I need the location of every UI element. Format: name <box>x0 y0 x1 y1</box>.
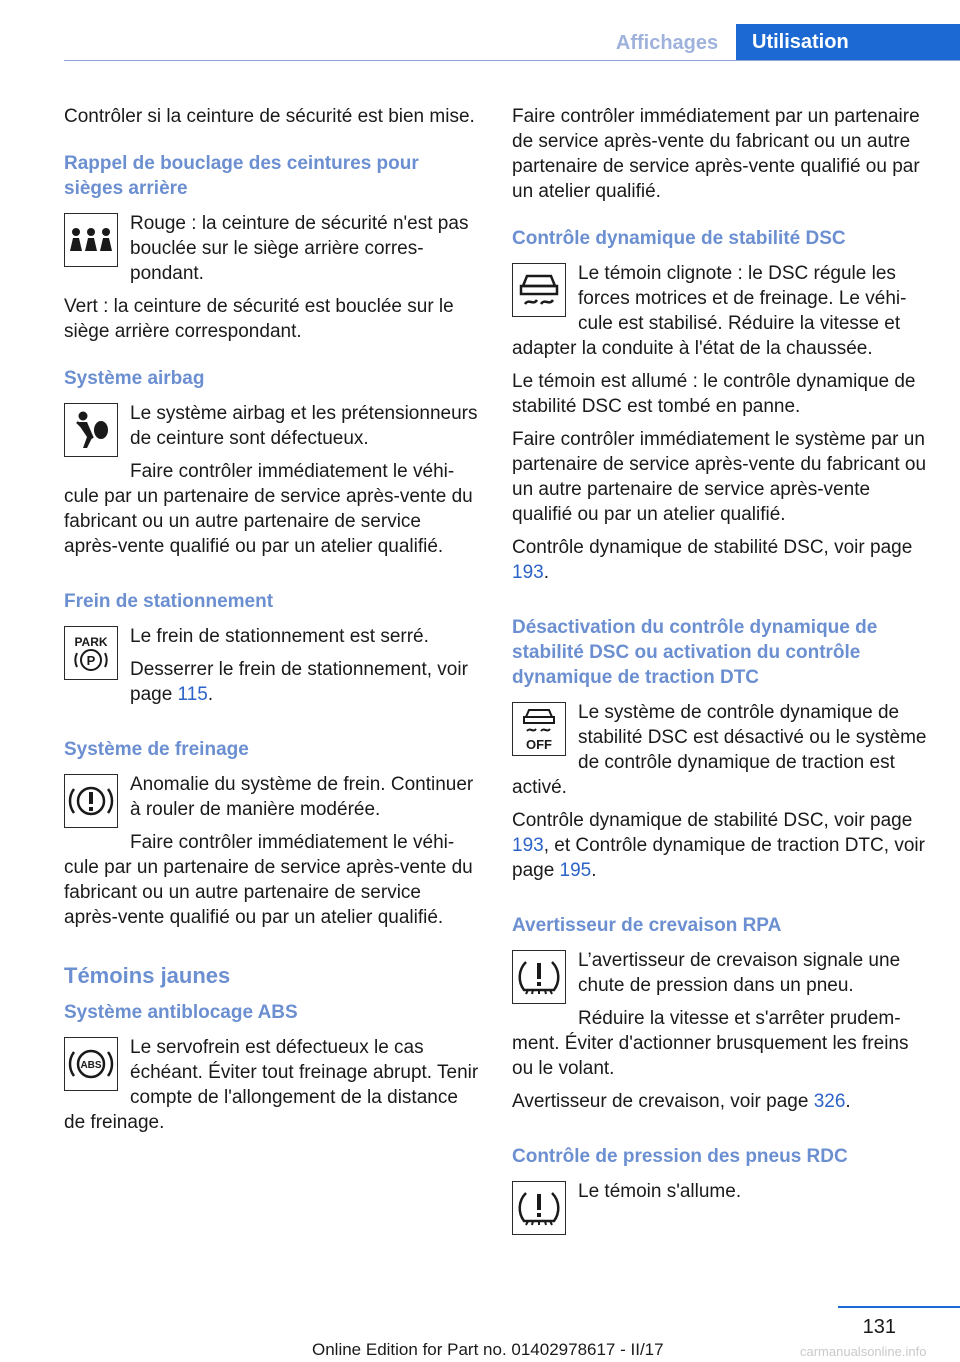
park-label: PARK <box>74 635 108 649</box>
paragraph: Le servofrein est défectueux le cas échéant. Éviter tout freinage abrupt. Tenir compte de l'allongement de la distance de freinage. <box>64 1037 479 1133</box>
right-column <box>512 104 928 1239</box>
section-heading-rpa: Avertisseur de crevaison RPA <box>512 915 782 936</box>
watermark: carmanualsonline.info <box>800 1344 927 1359</box>
paragraph: Faire contrôler immédiatement le véhicule par un partenaire de service après-vente du fabricant ou un autre partenaire de service après-vente qualifié ou par un atelier qualifié. <box>64 461 473 557</box>
section-heading-temoins-jaunes: Témoins jaunes <box>64 963 231 988</box>
paragraph: Le témoin s'allume. <box>578 1181 742 1202</box>
edition-footer: Online Edition for Part no. 01402978617 - II/17 <box>312 1340 664 1359</box>
tab-affichages[interactable]: Affichages <box>615 31 719 54</box>
tire-pressure-icon <box>512 950 566 1004</box>
page-link[interactable]: 326 <box>813 1091 846 1112</box>
paragraph: Vert : la ceinture de sécurité est bouclée sur le siège arrière correspondant. <box>64 296 454 342</box>
paragraph: Le témoin est allumé : le contrôle dynamique de stabilité DSC est tombé en panne. <box>512 371 916 417</box>
paragraph: Contrôler si la ceinture de sécurité est bien mise. <box>64 106 475 127</box>
section-heading-rdc: Contrôle de pression des pneus RDC <box>512 1146 848 1167</box>
section-heading-rappel: Rappel de bouclage des ceintures pour sièges arrière <box>64 153 419 199</box>
page-link[interactable]: 195 <box>559 860 592 881</box>
paragraph: Le frein de stationnement est serré. <box>130 626 429 647</box>
dsc-off-icon <box>512 702 566 756</box>
paragraph: L’avertisseur de crevaison signale une chute de pression dans un pneu. <box>578 950 901 996</box>
section-heading-desactivation: Désactivation du contrôle dynamique de stabilité DSC ou activation du contrôle dynamique de traction DTC <box>512 617 878 688</box>
paragraph: Avertisseur de crevaison, voir page 326. <box>512 1091 851 1112</box>
section-heading-dsc: Contrôle dynamique de stabilité DSC <box>512 228 846 249</box>
section-heading-frein: Frein de stationnement <box>64 591 274 612</box>
footer-rule <box>838 1306 960 1308</box>
paragraph: Desserrer le frein de stationnement, voir page 115. <box>130 659 468 705</box>
off-label: OFF <box>526 737 552 752</box>
brake-system-icon <box>64 774 118 828</box>
paragraph: Rouge : la ceinture de sécurité n'est pas bouclée sur le siège arrière correspondant. <box>130 213 469 284</box>
tab-utilisation[interactable]: Utilisation <box>736 24 960 61</box>
paragraph: Faire contrôler immédiatement par un partenaire de service après-vente du fabricant ou un autre partenaire de service après-vente qualifié ou par un atelier qualifié. <box>512 106 920 202</box>
page-link[interactable]: 193 <box>512 835 544 856</box>
abs-icon <box>64 1037 118 1091</box>
paragraph: Le témoin clignote : le DSC régule les forces motrices et de freinage. Le véhicule est stabilisé. Réduire la vitesse et adapter la conduite à l'état de la chaussée. <box>512 263 907 359</box>
tire-pressure-icon <box>512 1181 566 1235</box>
section-heading-freinage: Système de freinage <box>64 739 249 760</box>
dsc-icon <box>512 263 566 317</box>
paragraph: Réduire la vitesse et s'arrêter prudemment. Éviter d'actionner brusquement les freins ou le volant. <box>512 1008 909 1079</box>
abs-label: ABS <box>80 1060 102 1071</box>
svg-text:P: P <box>86 653 96 668</box>
left-column <box>64 104 480 1143</box>
rear-seatbelt-icon <box>64 213 118 267</box>
section-heading-airbag: Système airbag <box>64 368 205 389</box>
paragraph: Faire contrôler immédiatement le système par un partenaire de service après-vente du fabricant ou un autre partenaire de service après-vente qualifié ou par un atelier qualifié. <box>512 429 927 525</box>
paragraph: Le système airbag et les prétensionneurs de ceinture sont défectueux. <box>130 403 478 449</box>
paragraph: Anomalie du système de frein. Continuer à rouler de manière modérée. <box>130 774 474 820</box>
airbag-icon <box>64 403 118 457</box>
section-heading-abs: Système antiblocage ABS <box>64 1002 298 1023</box>
page-link[interactable]: 115 <box>177 684 208 705</box>
paragraph: Contrôle dynamique de stabilité DSC, voir page 193, et Contrôle dynamique de traction DTC, voir page 195. <box>512 810 925 881</box>
parking-brake-icon <box>64 626 118 680</box>
paragraph: Faire contrôler immédiatement le véhicule par un partenaire de service après-vente du fabricant ou un autre partenaire de service après-vente qualifié ou par un atelier qualifié. <box>64 832 473 928</box>
paragraph: Le système de contrôle dynamique de stabilité DSC est désactivé ou le système de contrôle dynamique de traction est activé. <box>512 702 927 798</box>
page-link[interactable]: 193 <box>512 562 544 583</box>
paragraph: Contrôle dynamique de stabilité DSC, voir page 193. <box>512 537 913 583</box>
page-number: 131 <box>862 1316 896 1338</box>
header-rule <box>64 60 960 61</box>
